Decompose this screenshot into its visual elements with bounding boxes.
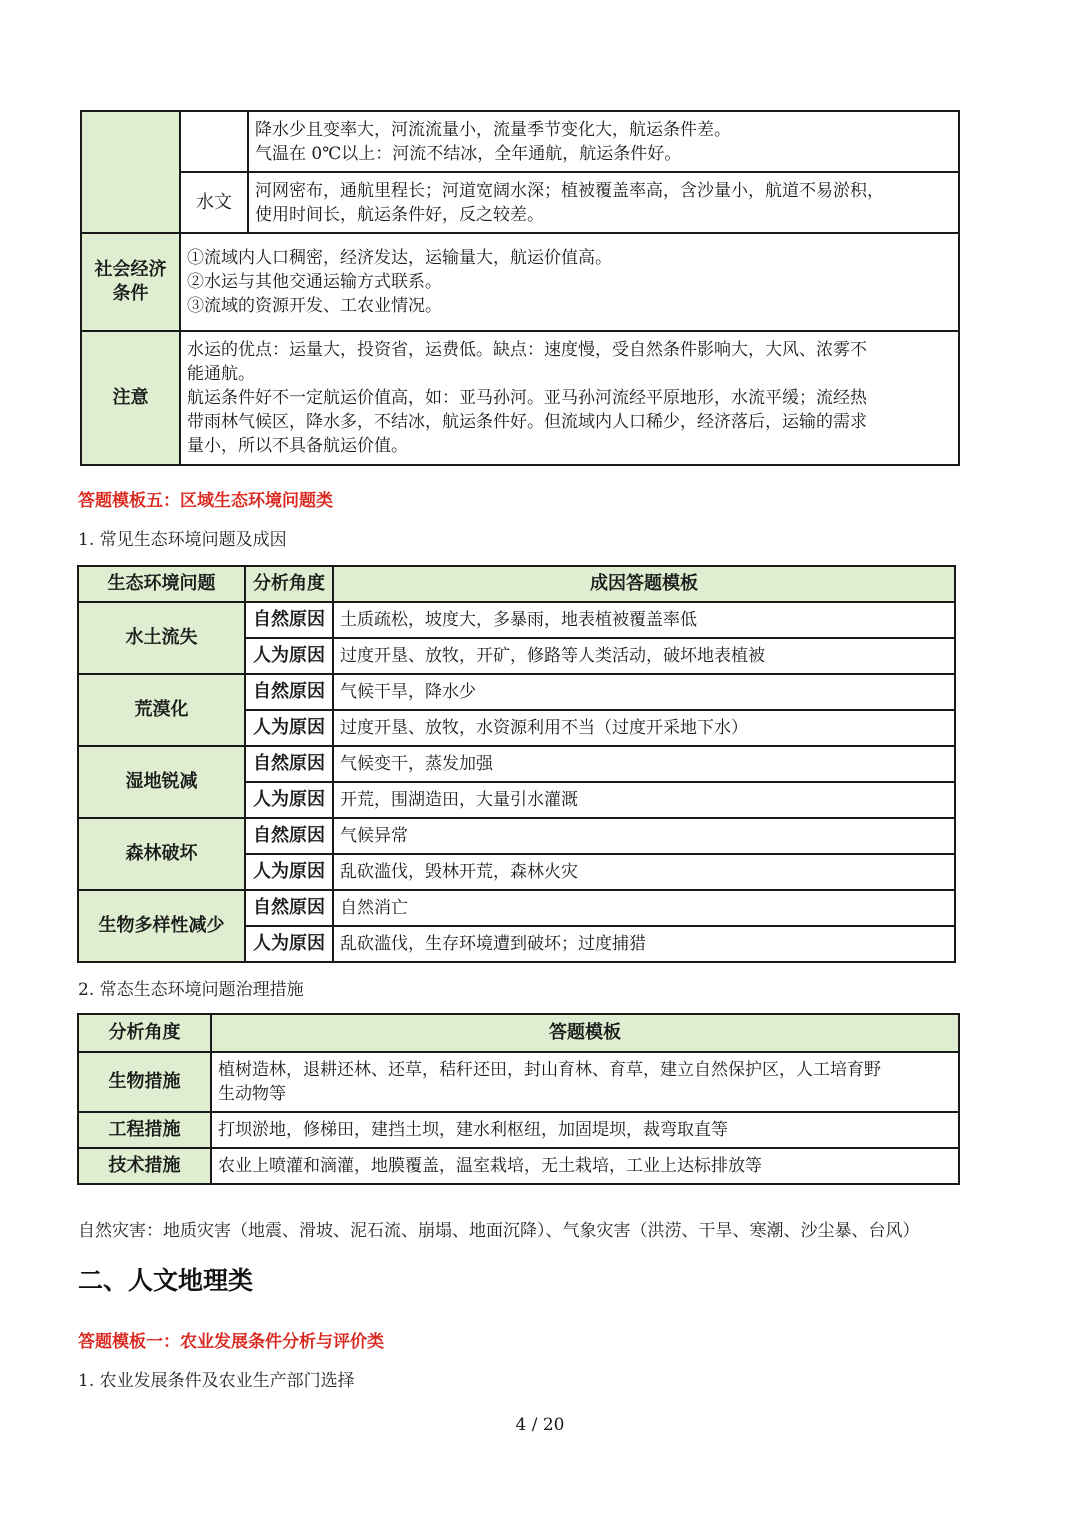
text-line: 打坝淤地，修梯田，建挡土坝，建水利枢纽，加固堤坝，裁弯取直等 [218, 1120, 728, 1140]
text-line: 河网密布，通航里程长；河道宽阔水深；植被覆盖率高，含沙量小，航道不易淤积， [255, 180, 884, 201]
angle-label: 人为原因 [245, 926, 333, 962]
text-line: ①流域内人口稠密，经济发达，运输量大，航运价值高。 [187, 248, 612, 268]
socioeconomic-label [81, 233, 180, 331]
text-line: 量小，所以不具备航运价值。 [187, 436, 408, 456]
angle-label: 人为原因 [245, 710, 333, 746]
measure-text [211, 1052, 959, 1112]
navigation-conditions-table [80, 110, 960, 466]
text-line: 生动物等 [218, 1084, 286, 1104]
cause-text: 气候干旱，降水少 [333, 674, 955, 710]
category-cell-empty [81, 111, 180, 233]
hydrology-label: 水文 [180, 172, 248, 233]
text-line: 能通航。 [187, 364, 255, 384]
measure-text [211, 1148, 959, 1184]
socioeconomic-cell [180, 233, 959, 331]
measures-table [77, 1013, 960, 1185]
subsection-heading: 2. 常态生态环境问题治理措施 [78, 980, 304, 1000]
text-line: ②水运与其他交通运输方式联系。 [187, 272, 442, 292]
cause-text: 乱砍滥伐，生存环境遭到破坏；过度捕猎 [333, 926, 955, 962]
precipitation-temperature-cell [248, 111, 959, 172]
measure-label: 工程措施 [78, 1112, 211, 1148]
problem-label: 森林破坏 [78, 818, 245, 890]
angle-label: 自然原因 [245, 818, 333, 854]
section-title: 答题模板五：区域生态环境问题类 [78, 491, 333, 511]
angle-label: 人为原因 [245, 782, 333, 818]
label-line: 条件 [112, 283, 149, 304]
text-line: 农业上喷灌和滴灌，地膜覆盖，温室栽培，无土栽培，工业上达标排放等 [218, 1156, 762, 1176]
angle-label: 人为原因 [245, 638, 333, 674]
measure-label: 生物措施 [78, 1052, 211, 1112]
angle-label: 自然原因 [245, 674, 333, 710]
subcategory-cell-empty [180, 111, 248, 172]
text-line: 气温在 0℃以上：河流不结冰，全年通航，航运条件好。 [255, 143, 682, 164]
angle-label: 自然原因 [245, 746, 333, 782]
subsection-heading: 1. 农业发展条件及农业生产部门选择 [78, 1371, 355, 1391]
column-header: 生态环境问题 [78, 566, 245, 602]
column-header: 分析角度 [78, 1014, 211, 1052]
measure-text [211, 1112, 959, 1148]
problem-label: 湿地锐减 [78, 746, 245, 818]
cause-text: 气候变干，蒸发加强 [333, 746, 955, 782]
text-line: ③流域的资源开发、工农业情况。 [187, 296, 442, 316]
text-line: 带雨林气候区，降水多，不结冰，航运条件好。但流域内人口稀少，经济落后，运输的需求 [187, 412, 867, 432]
cause-text: 乱砍滥伐，毁林开荒，森林火灾 [333, 854, 955, 890]
natural-disasters-text: 自然灾害：地质灾害（地震、滑坡、泥石流、崩塌、地面沉降）、气象灾害（洪涝、干旱、寒潮、沙尘暴、台风） [78, 1221, 920, 1241]
section-title: 答题模板一：农业发展条件分析与评价类 [78, 1332, 384, 1352]
column-header: 答题模板 [211, 1014, 959, 1052]
angle-label: 自然原因 [245, 890, 333, 926]
text-line: 航运条件好不一定航运价值高，如：亚马孙河。亚马孙河流经平原地形，水流平缓；流经热 [187, 388, 867, 408]
text-line: 使用时间长，航运条件好，反之较差。 [255, 204, 544, 225]
label-line: 社会经济 [94, 259, 167, 280]
problem-label: 水土流失 [78, 602, 245, 674]
note-label: 注意 [81, 331, 180, 465]
part-heading: 二、人文地理类 [78, 1266, 254, 1295]
column-header: 分析角度 [245, 566, 333, 602]
cause-text: 土质疏松，坡度大，多暴雨，地表植被覆盖率低 [333, 602, 955, 638]
cause-text: 过度开垦、放牧，水资源利用不当（过度开采地下水） [333, 710, 955, 746]
problem-label: 荒漠化 [78, 674, 245, 746]
angle-label: 自然原因 [245, 602, 333, 638]
text-line: 水运的优点：运量大，投资省，运费低。缺点：速度慢，受自然条件影响大，大风、浓雾不 [187, 340, 867, 360]
cause-text: 开荒，围湖造田，大量引水灌溉 [333, 782, 955, 818]
text-line: 植树造林，退耕还林、还草，秸秆还田，封山育林、育草，建立自然保护区，人工培育野 [218, 1060, 881, 1080]
ecological-problems-table [77, 565, 956, 963]
page-number: 4 / 20 [515, 1415, 565, 1435]
angle-label: 人为原因 [245, 854, 333, 890]
problem-label: 生物多样性减少 [78, 890, 245, 962]
hydrology-cell [248, 172, 959, 233]
text-line: 降水少且变率大，河流流量小，流量季节变化大，航运条件差。 [255, 119, 731, 140]
subsection-heading: 1. 常见生态环境问题及成因 [78, 530, 287, 550]
note-cell [180, 331, 959, 465]
cause-text: 过度开垦、放牧，开矿，修路等人类活动，破坏地表植被 [333, 638, 955, 674]
cause-text: 自然消亡 [333, 890, 955, 926]
measure-label: 技术措施 [78, 1148, 211, 1184]
cause-text: 气候异常 [333, 818, 955, 854]
column-header: 成因答题模板 [333, 566, 955, 602]
